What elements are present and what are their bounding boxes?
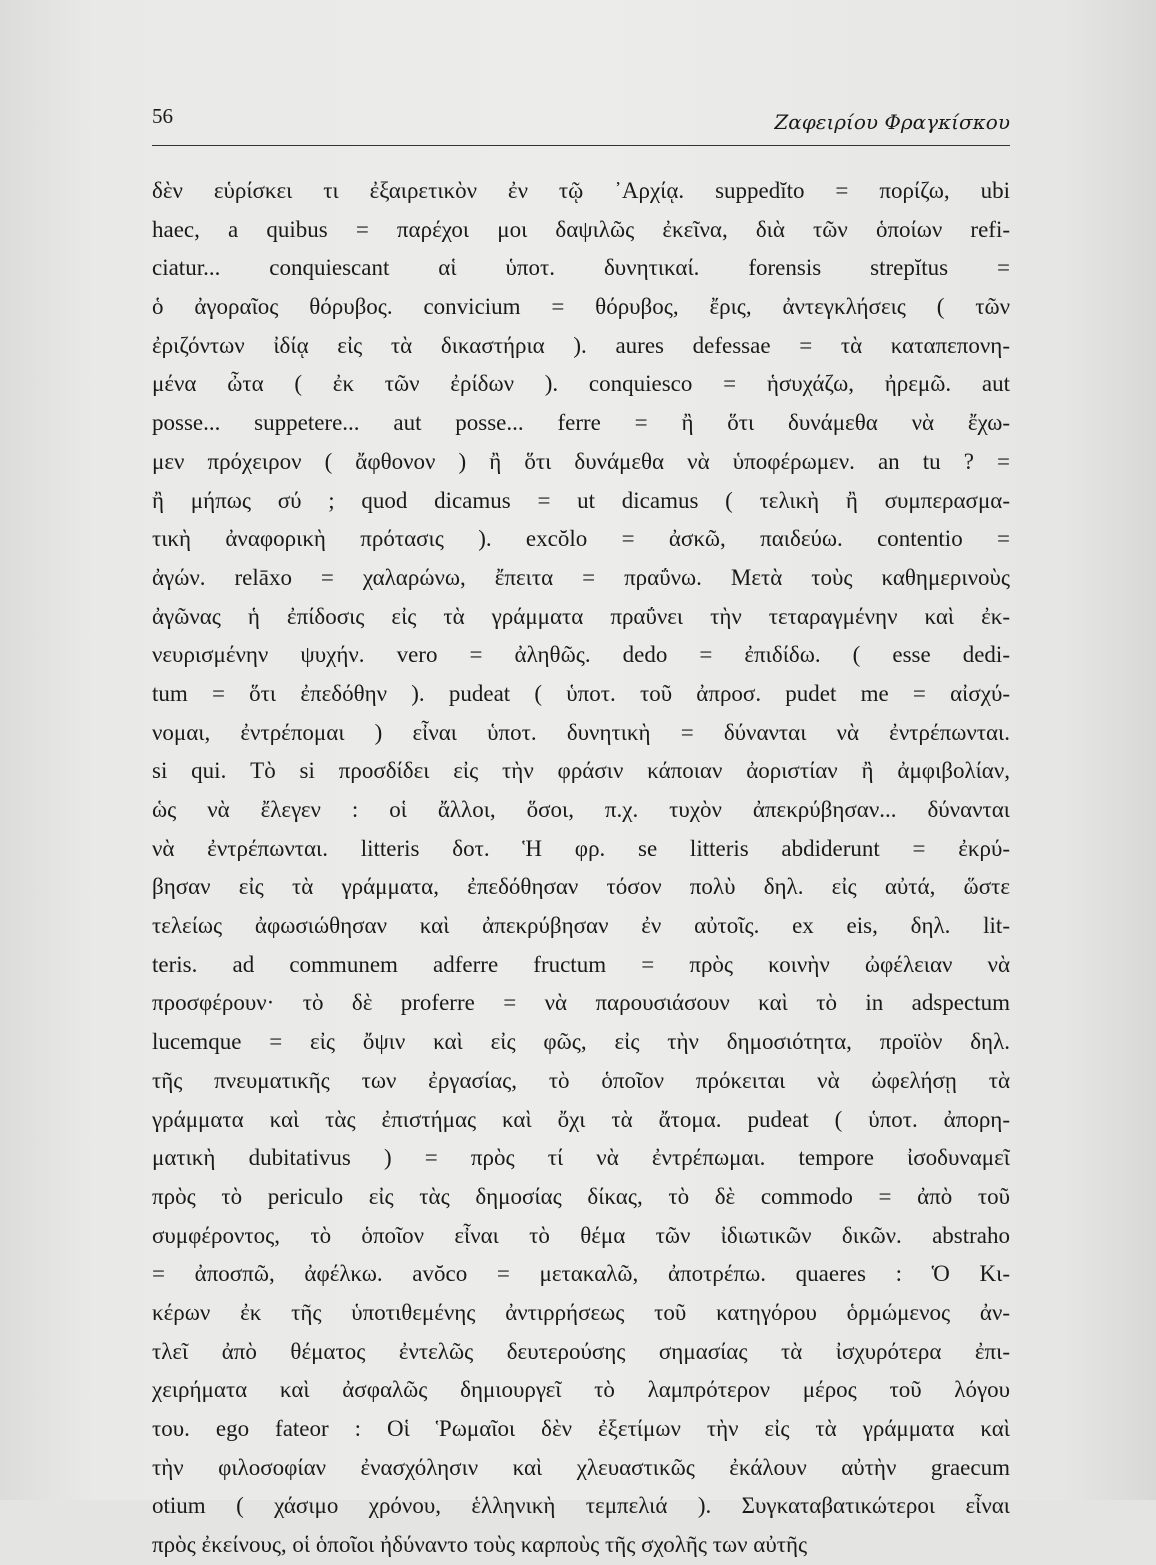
text-line: χειρήματα καὶ ἀσφαλῶς δημιουργεῖ τὸ λαμπρότερον μέρος τοῦ λόγου bbox=[152, 1377, 1010, 1403]
text-line: si qui. Τὸ si προσδίδει εἰς τὴν φράσιν κάποιαν ἀοριστίαν ἢ ἀμφιβολίαν, bbox=[152, 758, 1010, 784]
text-line: νευρισμένην ψυχήν. vero = ἀληθῶς. dedo = ἐπιδίδω. ( esse dedi- bbox=[152, 642, 1010, 668]
text-line: μεν πρόχειρον ( ἄφθονον ) ἢ ὅτι δυνάμεθα νὰ ὑποφέρωμεν. an tu ? = bbox=[152, 448, 1010, 474]
text-line: πρὸς τὸ periculo εἰς τὰς δημοσίας δίκας, τὸ δὲ commodo = ἀπὸ τοῦ bbox=[152, 1183, 1010, 1209]
text-line: δὲν εὑρίσκει τι ἐξαιρετικὸν ἐν τῷ ᾿Αρχίᾳ. suppedĭto = πορίζω, ubi bbox=[152, 178, 1010, 203]
text-line: = ἀποσπῶ, ἀφέλκω. avŏco = μετακαλῶ, ἀποτρέπω. quaeres : Ὁ Κι- bbox=[152, 1261, 1010, 1287]
text-line: ἀγών. relāxo = χαλαρώνω, ἔπειτα = πραΰνω. Μετὰ τοὺς καθημερινοὺς bbox=[152, 564, 1010, 590]
text-line: tum = ὅτι ἐπεδόθην ). pudeat ( ὑποτ. τοῦ ἀπροσ. pudet me = αἰσχύ- bbox=[152, 680, 1010, 706]
text-line: ὡς νὰ ἔλεγεν : οἱ ἄλλοι, ὅσοι, π.χ. τυχὸν ἀπεκρύβησαν... δύνανται bbox=[152, 797, 1010, 822]
running-head: Ζαφειρίου Φραγκίσκου bbox=[774, 110, 1010, 134]
text-line: haec, a quibus = παρέχοι μοι δαψιλῶς ἐκεῖνα, διὰ τῶν ὁποίων refi- bbox=[152, 216, 1010, 242]
text-line: συμφέροντος, τὸ ὁποῖον εἶναι τὸ θέμα τῶν ἰδιωτικῶν δικῶν. abstraho bbox=[152, 1222, 1010, 1248]
text-line: νὰ ἐντρέπωνται. litteris δοτ. Ἡ φρ. se litteris abdiderunt = ἐκρύ- bbox=[152, 835, 1010, 861]
text-line: τελείως ἀφωσιώθησαν καὶ ἀπεκρύβησαν ἐν αὐτοῖς. ex eis, δηλ. lit- bbox=[152, 913, 1010, 939]
text-line: posse... suppetere... aut posse... ferre = ἢ ὅτι δυνάμεθα νὰ ἔχω- bbox=[152, 410, 1010, 436]
text-line: πρὸς ἐκείνους, οἱ ὁποῖοι ἠδύναντο τοὺς καρποὺς τῆς σχολῆς των αὐτῆς bbox=[152, 1532, 808, 1558]
text-line: ἐριζόντων ἰδίᾳ εἰς τὰ δικαστήρια ). aures defessae = τὰ καταπεπονη- bbox=[152, 332, 1010, 358]
text-line: βησαν εἰς τὰ γράμματα, ἐπεδόθησαν τόσον πολὺ δηλ. εἰς αὐτά, ὥστε bbox=[152, 874, 1010, 900]
text-line: ὁ ἀγοραῖος θόρυβος. convicium = θόρυβος, ἔρις, ἀντεγκλήσεις ( τῶν bbox=[152, 294, 1010, 320]
text-line: lucemque = εἰς ὄψιν καὶ εἰς φῶς, εἰς τὴν δημοσιότητα, προϊὸν δηλ. bbox=[152, 1029, 1010, 1055]
text-line: ἢ μήπως σύ ; quod dicamus = ut dicamus ( τελικὴ ἢ συμπερασμα- bbox=[152, 487, 1010, 513]
text-line: teris. ad communem adferre fructum = πρὸς κοινὴν ὠφέλειαν νὰ bbox=[152, 951, 1010, 977]
text-line: μένα ὦτα ( ἐκ τῶν ἐρίδων ). conquiesco = ἡσυχάζω, ἠρεμῶ. aut bbox=[152, 371, 1010, 397]
text-line: ciatur... conquiescant αἱ ὑποτ. δυνητικαί. forensis strepĭtus = bbox=[152, 255, 1010, 281]
text-line: otium ( χάσιμο χρόνου, ἑλληνικὴ τεμπελιά ). Συγκαταβατικώτεροι εἶναι bbox=[152, 1493, 1010, 1519]
text-line: τικὴ ἀναφορικὴ πρότασις ). excŏlo = ἀσκῶ, παιδεύω. contentio = bbox=[152, 526, 1010, 552]
text-line: τὴν φιλοσοφίαν ἐνασχόλησιν καὶ χλευαστικῶς ἐκάλουν αὐτὴν graecum bbox=[152, 1454, 1010, 1480]
text-line: προσφέρουν· τὸ δὲ proferre = νὰ παρουσιάσουν καὶ τὸ in adspectum bbox=[152, 990, 1010, 1016]
text-line: του. ego fateor : Οἱ Ῥωμαῖοι δὲν ἐξετίμων τὴν εἰς τὰ γράμματα καὶ bbox=[152, 1416, 1010, 1441]
text-line: τλεῖ ἀπὸ θέματος ἐντελῶς δευτερούσης σημασίας τὰ ἰσχυρότερα ἐπι- bbox=[152, 1338, 1010, 1364]
text-line: κέρων ἐκ τῆς ὑποτιθεμένης ἀντιρρήσεως τοῦ κατηγόρου ὁρμώμενος ἀν- bbox=[152, 1299, 1010, 1325]
header-rule bbox=[152, 145, 1010, 146]
text-line: τῆς πνευματικῆς των ἐργασίας, τὸ ὁποῖον πρόκειται νὰ ὠφελήσῃ τὰ bbox=[152, 1067, 1010, 1093]
text-line: νομαι, ἐντρέπομαι ) εἶναι ὑποτ. δυνητικὴ = δύνανται νὰ ἐντρέπωνται. bbox=[152, 719, 1010, 745]
page-header bbox=[152, 104, 1010, 140]
text-line: ἀγῶνας ἡ ἐπίδοσις εἰς τὰ γράμματα πραΰνει τὴν τεταραγμένην καὶ ἐκ- bbox=[152, 603, 1010, 629]
text-line: γράμματα καὶ τὰς ἐπιστήμας καὶ ὄχι τὰ ἄτομα. pudeat ( ὑποτ. ἀπορη- bbox=[152, 1106, 1010, 1132]
body-text bbox=[152, 172, 1010, 1565]
page-number: 56 bbox=[152, 104, 173, 128]
text-line: ματικὴ dubitativus ) = πρὸς τί νὰ ἐντρέπωμαι. tempore ἰσοδυναμεῖ bbox=[152, 1145, 1010, 1171]
